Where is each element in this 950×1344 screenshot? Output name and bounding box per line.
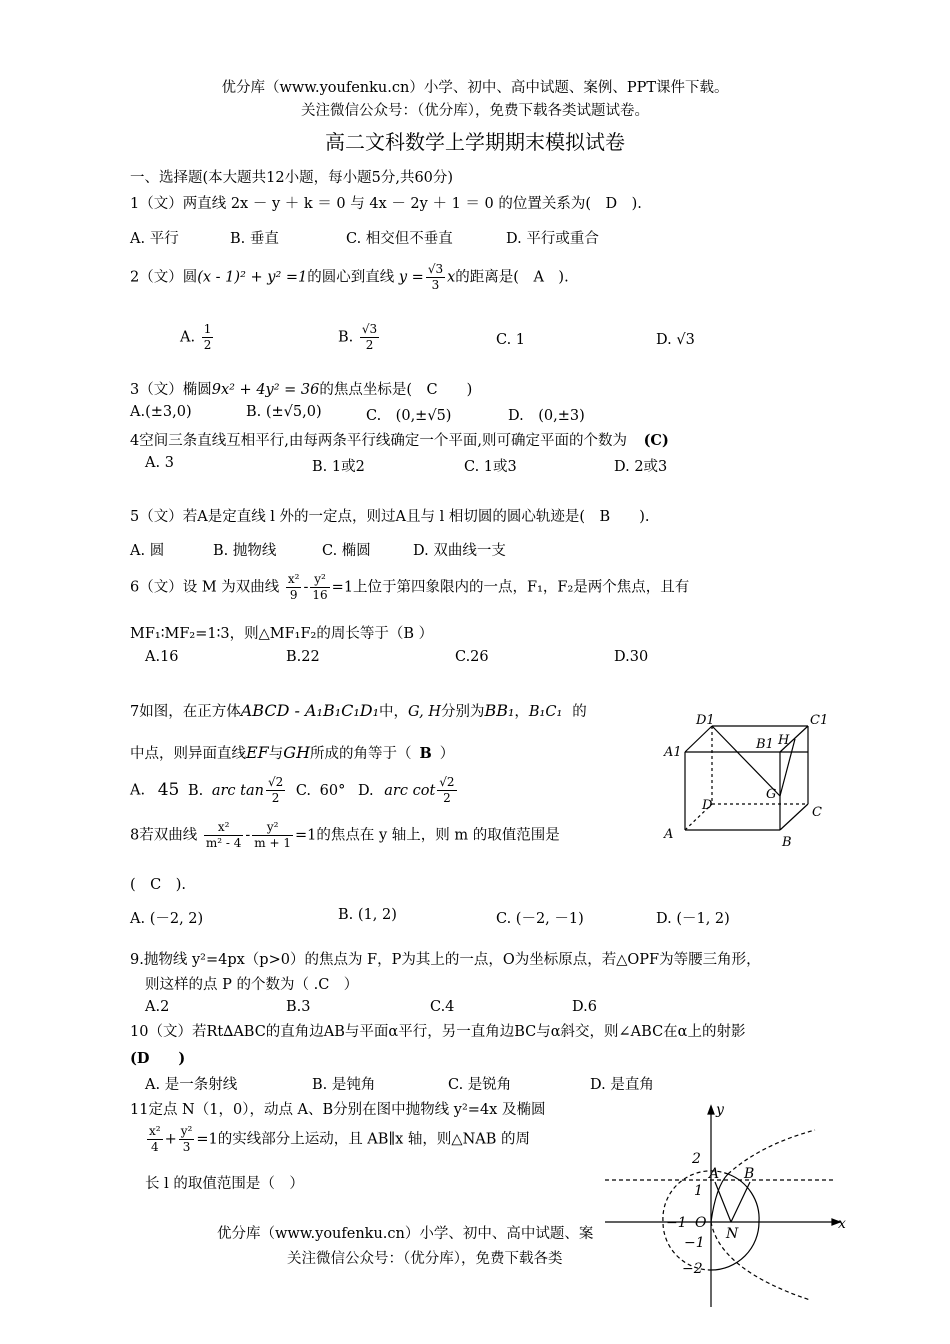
q6-option-b: B.22 bbox=[286, 649, 320, 665]
q10-option-a: A. 是一条射线 bbox=[145, 1077, 238, 1093]
q5-option-a: A. 圆 bbox=[130, 543, 165, 559]
q8-option-c: C. (－2, －1) bbox=[496, 911, 584, 927]
q7-bb1: BB₁ bbox=[484, 701, 515, 720]
footer-line-2: 关注微信公众号：（优分库），免费下载各类 bbox=[287, 1251, 563, 1267]
q11-post: =1的实线部分上运动，且 AB∥x 轴，则△NAB 的周 bbox=[196, 1131, 530, 1148]
cube-label-b: B bbox=[782, 835, 792, 850]
q7-a-value: 45 bbox=[157, 779, 180, 800]
q6-option-c: C.26 bbox=[455, 649, 489, 665]
q7-mid2: 分别为 bbox=[440, 704, 485, 720]
q10-option-c: C. 是锐角 bbox=[448, 1077, 512, 1093]
q7-comma: ， bbox=[514, 704, 529, 720]
graph-label-a: A bbox=[709, 1166, 720, 1182]
q9-option-a: A.2 bbox=[145, 999, 170, 1015]
q7-line-2 bbox=[130, 742, 454, 763]
q7-line2-post: 所成的角等于（ bbox=[310, 746, 412, 762]
cube-figure bbox=[660, 712, 840, 854]
q2-mid: 的圆心到直线 bbox=[307, 269, 395, 286]
q7-options bbox=[130, 775, 459, 806]
q7-c-label: C. bbox=[295, 782, 312, 799]
q7-stem bbox=[130, 700, 587, 721]
q2-a-label: A. bbox=[180, 329, 196, 346]
q6-f1-num: x² bbox=[287, 572, 300, 586]
q7-pre: 7如图，在正方体 bbox=[130, 704, 241, 720]
graph-label-y: y bbox=[716, 1102, 724, 1118]
q6-f2-num: y² bbox=[310, 572, 329, 588]
q8-post: =1的焦点在 y 轴上，则 m 的取值范围是 bbox=[294, 827, 560, 844]
graph-label-n: N bbox=[726, 1226, 739, 1242]
cube-label-c1: C1 bbox=[810, 713, 829, 728]
q7-b1c1: B₁C₁ bbox=[528, 704, 563, 720]
q2-b-num: √3 bbox=[361, 322, 378, 336]
q3-pre: 3（文）椭圆 bbox=[130, 382, 212, 398]
q6-fraction-x bbox=[286, 572, 302, 603]
section-heading: 一、选择题(本大题共12小题，每小题5分,共60分) bbox=[130, 170, 454, 186]
footer-line-1: 优分库（www.youfenku.cn）小学、初中、高中试题、案 bbox=[217, 1226, 594, 1242]
q10-option-d: D. 是直角 bbox=[590, 1077, 654, 1093]
q8-option-a: A. (－2, 2) bbox=[130, 911, 204, 927]
cube-label-g: G bbox=[766, 787, 777, 802]
q6-option-a: A.16 bbox=[145, 649, 179, 665]
q7-d-num: √2 bbox=[439, 775, 455, 789]
q3-ellipse-eq: 9x² + 4y² = 36 bbox=[211, 382, 320, 398]
q10-option-b: B. 是钝角 bbox=[312, 1077, 376, 1093]
q7-a-label: A. bbox=[130, 782, 146, 799]
q11-f1-den: 4 bbox=[150, 1140, 159, 1154]
q8-stem bbox=[130, 820, 560, 851]
q1-option-a: A. 平行 bbox=[130, 231, 179, 247]
cube-label-h: H bbox=[778, 733, 790, 748]
q2-line-x: x bbox=[447, 269, 456, 286]
q6-stem bbox=[130, 572, 689, 603]
q2-stem bbox=[130, 262, 569, 293]
q7-b-label: B. bbox=[187, 782, 204, 799]
q2-line-fraction bbox=[426, 262, 445, 293]
q8-fraction-y bbox=[252, 820, 293, 851]
q9-option-b: B.3 bbox=[286, 999, 311, 1015]
q2-line-den: 3 bbox=[431, 278, 440, 292]
q11-line-3: 长 l 的取值范围是（ ） bbox=[145, 1176, 304, 1192]
q3-option-b: B. (±√5,0) bbox=[246, 404, 322, 420]
q2-b-fraction bbox=[360, 322, 379, 353]
cube-label-b1: B1 bbox=[756, 737, 774, 752]
q3-option-d: D. (0,±3) bbox=[508, 408, 585, 424]
graph-label-x: x bbox=[838, 1216, 846, 1232]
q8-pre: 8若双曲线 bbox=[130, 827, 198, 844]
cube-label-d: D bbox=[702, 798, 713, 813]
q8-line-2: ( C ). bbox=[130, 877, 187, 893]
q11-f2-num: y² bbox=[180, 1124, 193, 1138]
q8-f1-num: x² bbox=[204, 820, 244, 836]
cube-edge-b-c bbox=[780, 804, 808, 830]
q2-line-lhs: y = bbox=[398, 269, 424, 286]
graph-label-1: 1 bbox=[694, 1183, 703, 1199]
q11-f2-den: 3 bbox=[182, 1140, 191, 1154]
q6-pre: 6（文）设 M 为双曲线 bbox=[130, 579, 280, 596]
q7-post: 的 bbox=[572, 704, 587, 720]
page-title: 高二文科数学上学期期末模拟试卷 bbox=[325, 130, 625, 154]
q4-answer: (C) bbox=[643, 432, 669, 449]
q7-close: ） bbox=[439, 746, 455, 762]
q7-ghl: GH bbox=[283, 743, 311, 762]
q2-option-b bbox=[338, 322, 381, 353]
q9-option-d: D.6 bbox=[572, 999, 597, 1015]
q6-option-d: D.30 bbox=[614, 649, 649, 665]
q8-fraction-x bbox=[204, 820, 244, 851]
q4-option-a: A. 3 bbox=[145, 455, 174, 471]
q9-option-c: C.4 bbox=[430, 999, 455, 1015]
q11-line-1: 11定点 N（1，0），动点 A、B分别在图中抛物线 y²=4x 及椭圆 bbox=[130, 1102, 546, 1118]
q2-option-c: C. 1 bbox=[496, 332, 526, 348]
q11-line-2 bbox=[145, 1124, 530, 1155]
q6-fraction-y bbox=[310, 572, 329, 603]
q4-option-b: B. 1或2 bbox=[312, 459, 365, 475]
q9-line-2: 则这样的点 P 的个数为（ .C ） bbox=[145, 977, 359, 993]
q7-line2-pre: 中点，则异面直线 bbox=[130, 746, 246, 762]
q3-option-c: C. (0,±√5) bbox=[366, 408, 452, 424]
graph-label-2: 2 bbox=[692, 1151, 701, 1167]
cube-label-a1: A1 bbox=[664, 745, 682, 760]
q2-option-a bbox=[180, 322, 215, 353]
q7-d-value: arc cot bbox=[384, 782, 436, 799]
q7-b-den: 2 bbox=[271, 791, 280, 805]
q9-line-1: 9.抛物线 y²=4px（p>0）的焦点为 F，P为其上的一点，O为坐标原点，若△OPF为等腰三角形， bbox=[130, 952, 761, 968]
graph-segment-n-b bbox=[731, 1182, 750, 1222]
q3-stem bbox=[130, 378, 472, 399]
graph-label-b: B bbox=[744, 1166, 755, 1182]
q7-d-fraction bbox=[437, 775, 456, 806]
cube-label-d1: D1 bbox=[696, 713, 715, 728]
q11-fraction-y bbox=[179, 1124, 195, 1155]
q3-option-a: A.(±3,0) bbox=[130, 404, 192, 420]
graph-segment-a-n bbox=[715, 1182, 731, 1222]
graph-parabola-upper-dashed bbox=[728, 1130, 815, 1174]
q5-option-d: D. 双曲线一支 bbox=[413, 543, 506, 559]
q7-gh: G, H bbox=[408, 704, 441, 720]
q2-circle-eq: (x - 1)² + y² =1 bbox=[197, 269, 308, 286]
q8-f1-den: m² - 4 bbox=[205, 836, 242, 850]
q5-option-c: C. 椭圆 bbox=[322, 543, 371, 559]
q8-f2-den: m + 1 bbox=[254, 836, 291, 850]
q7-b-num: √2 bbox=[267, 775, 284, 789]
header-line-1: 优分库（www.youfenku.cn）小学、初中、高中试题、案例、PPT课件下载。 bbox=[221, 80, 729, 96]
graph-label-o: O bbox=[695, 1215, 707, 1231]
q2-a-num: 1 bbox=[203, 322, 212, 336]
q7-b-fraction bbox=[266, 775, 285, 806]
q8-f2-num: y² bbox=[252, 820, 293, 836]
q3-post: 的焦点坐标是( C ) bbox=[319, 382, 473, 398]
cube-edge-a1-d1 bbox=[685, 726, 712, 752]
q7-answer: B bbox=[419, 745, 432, 762]
graph-label-neg1-x: −1 bbox=[666, 1215, 687, 1231]
cube-label-a: A bbox=[664, 827, 674, 842]
q2-post: 的距离是( A ). bbox=[455, 269, 569, 286]
q6-line-2: MF₁∶MF₂=1∶3，则△MF₁F₂的周长等于（B ） bbox=[130, 626, 434, 642]
q2-pre: 2（文）圆 bbox=[130, 269, 198, 286]
q5-stem: 5（文）若A是定直线 l 外的一定点，则过A且与 l 相切圆的圆心轨迹是( B ). bbox=[130, 509, 650, 525]
q7-line2-mid: 与 bbox=[268, 746, 284, 762]
q6-post: =1上位于第四象限内的一点，F₁，F₂是两个焦点，且有 bbox=[331, 579, 690, 596]
q2-b-label: B. bbox=[338, 329, 354, 346]
graph-label-neg1-y: −1 bbox=[684, 1235, 705, 1251]
q7-d-den: 2 bbox=[443, 791, 451, 805]
q8-option-b: B. (1, 2) bbox=[338, 907, 397, 923]
q1-option-b: B. 垂直 bbox=[230, 231, 279, 247]
cube-label-c: C bbox=[812, 805, 822, 820]
q5-option-b: B. 抛物线 bbox=[213, 543, 277, 559]
q2-d-value: √3 bbox=[676, 332, 695, 348]
q4-option-d: D. 2或3 bbox=[614, 459, 668, 475]
q11-f1-num: x² bbox=[149, 1124, 161, 1138]
q2-d-label: D. bbox=[656, 332, 672, 348]
q10-answer: (D ) bbox=[130, 1050, 186, 1067]
q7-d-label: D. bbox=[357, 782, 374, 799]
q7-c-value: 60° bbox=[319, 782, 346, 799]
q1-stem: 1（文）两直线 2x － y ＋ k ＝ 0 与 4x － 2y ＋ 1 ＝ 0 的位置关系为( D ). bbox=[130, 196, 642, 212]
q8-option-d: D. (－1, 2) bbox=[656, 911, 730, 927]
q6-f1-den: 9 bbox=[289, 588, 298, 602]
q7-ef: EF bbox=[246, 743, 269, 762]
q1-option-c: C. 相交但不垂直 bbox=[346, 231, 453, 247]
q6-f2-den: 16 bbox=[312, 588, 328, 602]
graph-label-neg2: −2 bbox=[682, 1261, 703, 1277]
q8-minus: - bbox=[245, 827, 251, 844]
q2-a-fraction bbox=[202, 322, 214, 353]
q11-graph bbox=[600, 1100, 850, 1312]
q4-stem-text: 4空间三条直线互相平行,由每两条平行线确定一个平面,则可确定平面的个数为 bbox=[130, 433, 627, 449]
q1-option-d: D. 平行或重合 bbox=[506, 231, 599, 247]
q2-b-den: 2 bbox=[365, 338, 374, 352]
q6-minus: - bbox=[303, 579, 309, 596]
q10-line-1: 10（文）若Rt∆ABC的直角边AB与平面α平行，另一直角边BC与α斜交，则∠ABC在α上的射影 bbox=[130, 1024, 746, 1040]
q11-plus: + bbox=[164, 1131, 177, 1148]
q7-b-value: arc tan bbox=[211, 782, 264, 799]
q7-cube: ABCD - A₁B₁C₁D₁ bbox=[240, 701, 380, 720]
header-line-2: 关注微信公众号：（优分库），免费下载各类试题试卷。 bbox=[301, 103, 649, 119]
q2-option-d bbox=[656, 332, 695, 348]
q4-stem bbox=[130, 429, 669, 450]
q2-line-num: √3 bbox=[427, 262, 444, 276]
q11-fraction-x bbox=[147, 1124, 163, 1155]
q4-option-c: C. 1或3 bbox=[464, 459, 517, 475]
q2-a-den: 2 bbox=[203, 338, 212, 352]
graph-y-arrow bbox=[708, 1106, 714, 1114]
q7-mid1: 中， bbox=[379, 704, 409, 720]
